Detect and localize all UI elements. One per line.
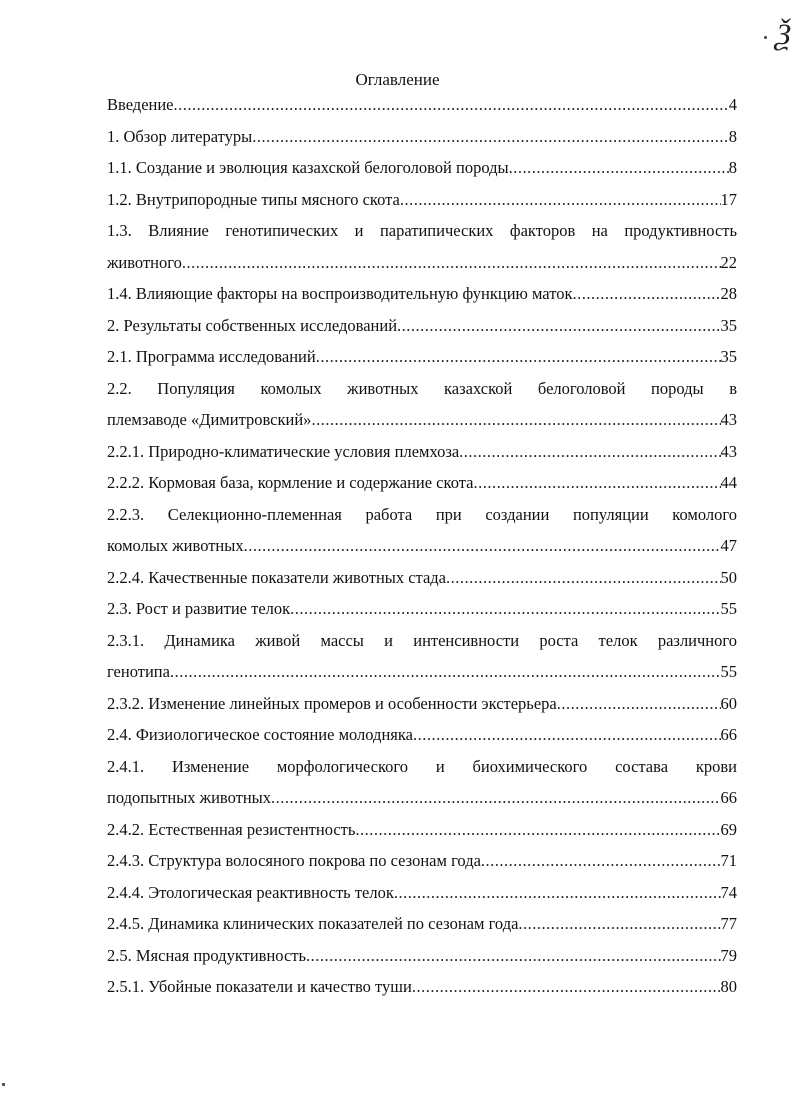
toc-entry-2-2-4	[107, 562, 737, 594]
toc-entry-1	[107, 121, 737, 153]
dot-leader	[244, 530, 721, 562]
dot-leader	[446, 562, 720, 594]
toc-entry-label-line2: комолых животных	[107, 536, 244, 555]
toc-entry-2-4-3	[107, 845, 737, 877]
dot-leader	[355, 814, 720, 846]
toc-entry-label-line2: подопытных животных	[107, 788, 271, 807]
dot-leader	[290, 593, 720, 625]
toc-entry-page: 55	[720, 662, 737, 681]
handwritten-page-mark: Ѯ	[776, 18, 789, 51]
dot-leader	[518, 908, 720, 940]
toc-entry-label: 1. Обзор литературы	[107, 126, 253, 146]
toc-entry-label: 1.2. Внутрипородные типы мясного скота	[107, 189, 400, 209]
toc-entry-2-4	[107, 719, 737, 751]
toc-entry-page: 47	[720, 536, 737, 555]
dot-leader	[413, 719, 721, 751]
toc-entry-label-line1: 2.4.1. Изменение морфологического и биохимического состава крови	[107, 756, 737, 776]
toc-entry-label-line1: 2.2. Популяция комолых животных казахской белоголовой породы в	[107, 378, 737, 398]
toc-entry-1-2	[107, 184, 737, 216]
toc-entry-2-2	[107, 373, 737, 436]
toc-entry-page: 44	[720, 473, 737, 492]
toc-entry-label: 1.1. Создание и эволюция казахской белоголовой породы	[107, 158, 509, 177]
toc-entry-page: 17	[720, 189, 737, 209]
toc-entry-label: 2.4. Физиологическое состояние молодняка	[107, 725, 413, 744]
toc-entry-label: Введение	[107, 95, 174, 114]
dot-leader	[397, 310, 720, 342]
toc-entry-label: 2.4.2. Естественная резистентность	[107, 819, 356, 839]
toc-entry-page: 22	[720, 252, 737, 272]
scan-speck	[2, 1083, 5, 1086]
toc-entry-1-3	[107, 215, 737, 278]
toc-entry-label: 2.5.1. Убойные показатели и качество туши	[107, 977, 412, 996]
toc-entry-2-4-4	[107, 877, 737, 909]
toc-entry-label: 2.1. Программа исследований	[107, 347, 316, 366]
toc-entry-2-4-1	[107, 751, 737, 814]
toc-entry-2-5	[107, 940, 737, 972]
toc-entry-page: 60	[720, 693, 737, 713]
dot-leader	[412, 971, 721, 1003]
page-title: Оглавление	[355, 70, 440, 89]
toc-entry-2-4-2	[107, 814, 737, 846]
toc-entry-page: 4	[728, 95, 737, 114]
dot-leader	[557, 688, 721, 720]
toc-entry-label: 2.3.2. Изменение линейных промеров и особенности экстерьера	[107, 693, 557, 713]
dot-leader	[473, 467, 720, 499]
dot-leader	[311, 404, 720, 436]
dot-leader	[306, 940, 720, 972]
dot-leader	[481, 845, 721, 877]
toc-entry-label: 2.2.1. Природно-климатические условия племхоза	[107, 441, 460, 461]
toc-entry-2-3	[107, 593, 737, 625]
scan-speck	[764, 36, 767, 39]
toc-entry-label-line2: племзаводе «Димитровский»	[107, 410, 312, 429]
toc-entry-page: 66	[720, 725, 737, 744]
toc-entry-label: 2.3. Рост и развитие телок	[107, 599, 291, 618]
toc-entry-2-3-2	[107, 688, 737, 720]
toc-entry-page: 80	[720, 977, 737, 996]
toc-entry-2	[107, 310, 737, 342]
dot-leader	[394, 877, 721, 909]
toc-entry-page: 79	[720, 945, 737, 965]
toc-entry-page: 66	[720, 788, 737, 807]
dot-leader	[572, 278, 720, 310]
toc-entry-label: 2.4.5. Динамика клинических показателей по сезонам года	[107, 914, 519, 933]
toc-entry-1-1	[107, 152, 737, 184]
toc-entry-introduction	[107, 89, 737, 121]
table-of-contents	[107, 89, 737, 1003]
dot-leader	[400, 184, 721, 216]
toc-entry-label-line2: генотипа	[107, 662, 170, 681]
toc-entry-label: 2. Результаты собственных исследований	[107, 315, 398, 335]
dot-leader	[182, 247, 721, 279]
toc-entry-label-line1: 1.3. Влияние генотипических и паратипических факторов на продуктивность	[107, 221, 737, 240]
toc-entry-label-line2: животного	[107, 252, 182, 272]
dot-leader	[316, 341, 721, 373]
dot-leader	[271, 782, 721, 814]
toc-entry-label: 2.4.4. Этологическая реактивность телок	[107, 882, 394, 902]
toc-entry-2-1	[107, 341, 737, 373]
dot-leader	[509, 152, 729, 184]
toc-entry-page: 35	[720, 315, 737, 335]
toc-entry-page: 35	[720, 347, 737, 366]
toc-entry-1-4	[107, 278, 737, 310]
toc-entry-label-line1: 2.3.1. Динамика живой массы и интенсивности роста телок различного	[107, 630, 737, 650]
toc-entry-page: 69	[720, 819, 737, 839]
toc-entry-label-line1: 2.2.3. Селекционно-племенная работа при создании популяции комолого	[107, 504, 737, 524]
toc-entry-label: 2.4.3. Структура волосяного покрова по сезонам года	[107, 851, 481, 870]
dot-leader	[252, 121, 729, 153]
toc-entry-page: 77	[720, 914, 737, 933]
dot-leader	[170, 656, 721, 688]
toc-entry-label: 2.2.2. Кормовая база, кормление и содержание скота	[107, 473, 474, 492]
toc-entry-page: 74	[720, 882, 737, 902]
toc-entry-label: 2.5. Мясная продуктивность	[107, 945, 307, 965]
toc-entry-page: 55	[720, 599, 737, 618]
dot-leader	[174, 89, 729, 121]
toc-entry-2-2-3	[107, 499, 737, 562]
toc-entry-page: 50	[720, 567, 737, 587]
toc-entry-2-4-5	[107, 908, 737, 940]
toc-entry-2-3-1	[107, 625, 737, 688]
toc-entry-2-2-2	[107, 467, 737, 499]
toc-entry-2-2-1	[107, 436, 737, 468]
toc-entry-label: 1.4. Влияющие факторы на воспроизводительную функцию маток	[107, 284, 573, 303]
toc-entry-page: 28	[720, 284, 737, 303]
dot-leader	[459, 436, 720, 468]
toc-entry-page: 8	[728, 158, 737, 177]
toc-entry-page: 43	[720, 441, 737, 461]
toc-entry-page: 43	[720, 410, 737, 429]
toc-entry-page: 8	[728, 126, 737, 146]
toc-entry-page: 71	[720, 851, 737, 870]
toc-entry-2-5-1	[107, 971, 737, 1003]
toc-entry-label: 2.2.4. Качественные показатели животных стада	[107, 567, 447, 587]
